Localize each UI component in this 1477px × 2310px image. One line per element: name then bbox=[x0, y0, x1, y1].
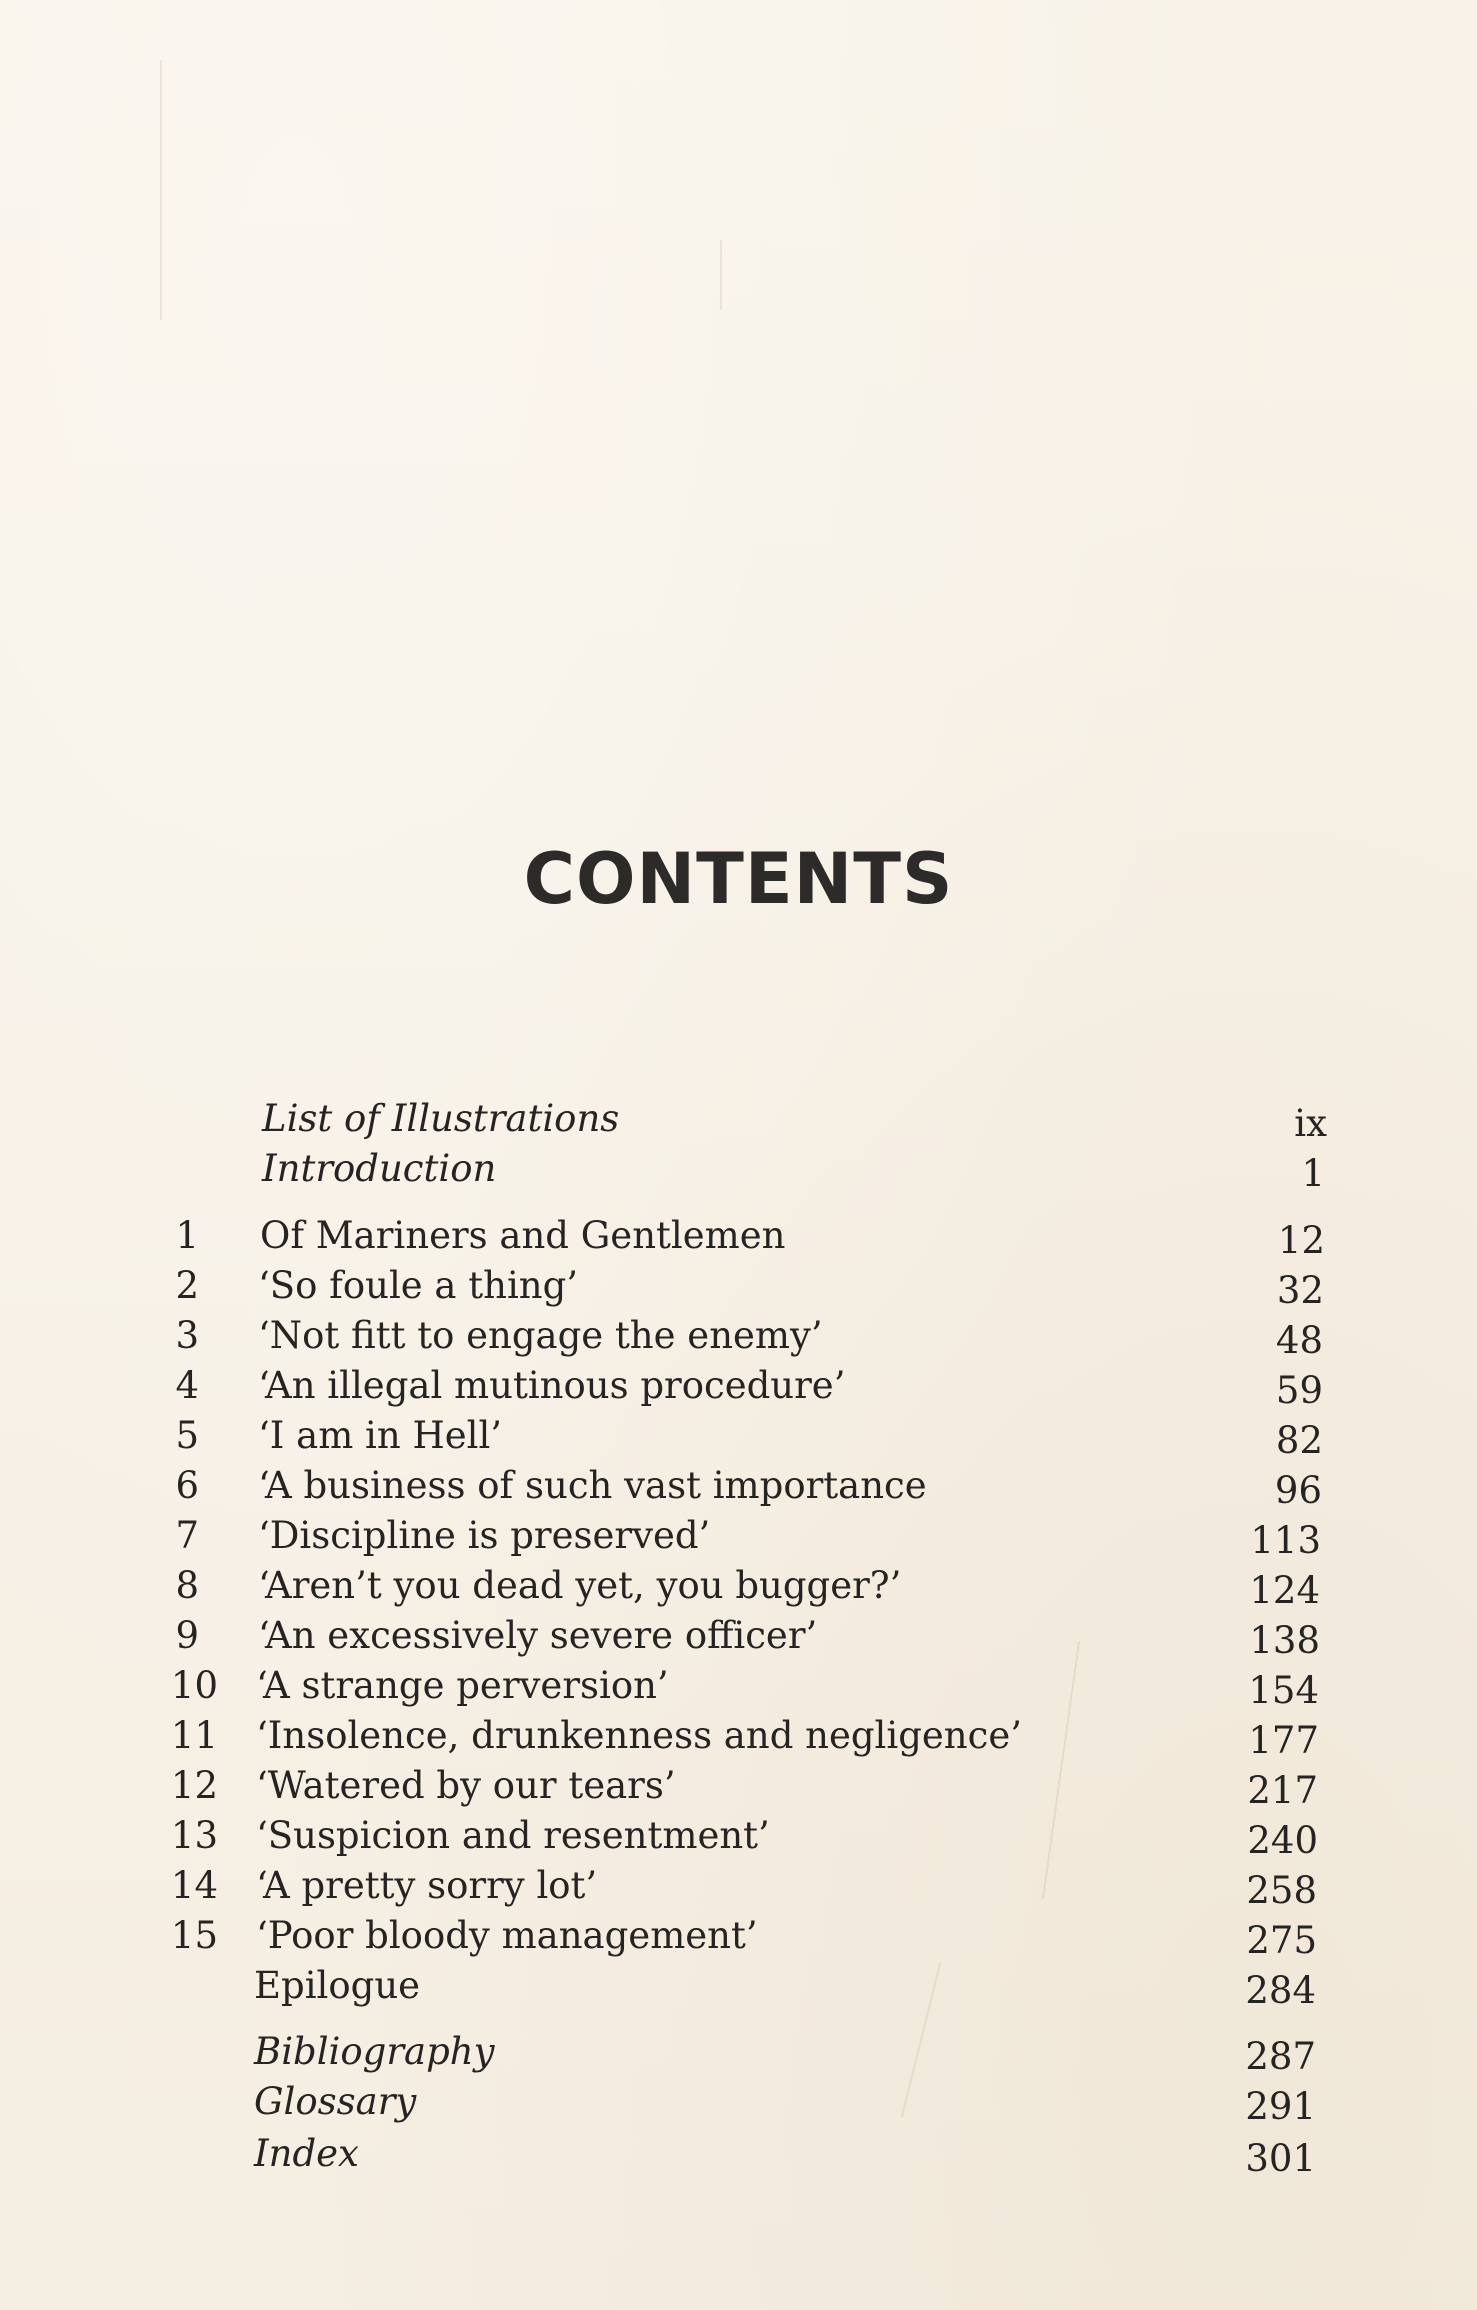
toc-entry-chapter[interactable] bbox=[0, 1611, 1477, 1661]
toc-entry-page: 113 bbox=[1250, 1519, 1321, 1562]
toc-entry-title: Epilogue bbox=[254, 1964, 421, 2007]
toc-entry-title: ‘A pretty sorry lot’ bbox=[256, 1864, 598, 1907]
chapter-number: 5 bbox=[175, 1414, 199, 1457]
toc-entry-page: 258 bbox=[1246, 1869, 1317, 1912]
toc-entry-page: 96 bbox=[1274, 1469, 1322, 1512]
toc-entry-chapter[interactable] bbox=[0, 1661, 1477, 1711]
chapter-number: 8 bbox=[175, 1564, 199, 1607]
toc-entry-title: ‘An excessively severe officer’ bbox=[258, 1614, 818, 1657]
toc-entry-page: 275 bbox=[1246, 1919, 1317, 1962]
chapter-number: 13 bbox=[170, 1814, 218, 1857]
toc-entry-chapter[interactable] bbox=[0, 1261, 1477, 1311]
toc-entry-chapter[interactable] bbox=[0, 1311, 1477, 1361]
toc-entry-chapter[interactable] bbox=[0, 1861, 1477, 1911]
toc-entry-title: ‘Suspicion and resentment’ bbox=[256, 1814, 770, 1857]
toc-entry-title: Bibliography bbox=[254, 2030, 495, 2073]
toc-entry-page: 240 bbox=[1247, 1819, 1318, 1862]
toc-entry-page: 1 bbox=[1301, 1152, 1325, 1195]
toc-entry-page: 59 bbox=[1275, 1369, 1323, 1412]
toc-entry-chapter[interactable] bbox=[0, 1761, 1477, 1811]
toc-entry-chapter[interactable] bbox=[0, 1211, 1477, 1261]
toc-entry-title: List of Illustrations bbox=[262, 1097, 620, 1140]
toc-entry-title: Index bbox=[254, 2132, 359, 2175]
toc-entry-title: Of Mariners and Gentlemen bbox=[260, 1214, 786, 1257]
toc-entry-title: ‘Not fitt to engage the enemy’ bbox=[258, 1314, 823, 1357]
toc-entry-chapter[interactable] bbox=[0, 1461, 1477, 1511]
chapter-number: 4 bbox=[175, 1364, 199, 1407]
toc-entry-chapter[interactable] bbox=[0, 1411, 1477, 1461]
chapter-number: 15 bbox=[170, 1914, 218, 1957]
toc-entry-title: ‘Watered by our tears’ bbox=[256, 1764, 676, 1807]
toc-entry-page: 284 bbox=[1245, 1969, 1316, 2012]
toc-entry-page: ix bbox=[1294, 1102, 1327, 1145]
toc-entry-title: ‘Discipline is preserved’ bbox=[258, 1514, 711, 1557]
toc-entry-page: 32 bbox=[1276, 1269, 1324, 1312]
toc-entry-page: 217 bbox=[1247, 1769, 1318, 1812]
toc-entry-page: 301 bbox=[1245, 2137, 1316, 2180]
toc-entry-page: 124 bbox=[1249, 1569, 1320, 1612]
toc-entry-title: ‘An illegal mutinous procedure’ bbox=[258, 1364, 846, 1407]
chapter-number: 12 bbox=[170, 1764, 218, 1807]
toc-entry-title: Glossary bbox=[254, 2080, 417, 2123]
toc-entry-list-of-illustrations[interactable] bbox=[0, 1094, 1477, 1144]
toc-entry-bibliography[interactable] bbox=[0, 2027, 1477, 2077]
toc-entry-introduction[interactable] bbox=[0, 1144, 1477, 1194]
toc-entry-page: 154 bbox=[1248, 1669, 1319, 1712]
chapter-number: 7 bbox=[175, 1514, 199, 1557]
page-title: CONTENTS bbox=[523, 838, 954, 920]
toc-entry-page: 287 bbox=[1245, 2035, 1316, 2078]
toc-entry-title: ‘Poor bloody management’ bbox=[256, 1914, 758, 1957]
toc-entry-chapter[interactable] bbox=[0, 1811, 1477, 1861]
chapter-number: 9 bbox=[175, 1614, 199, 1657]
toc-entry-chapter[interactable] bbox=[0, 1711, 1477, 1761]
chapter-number: 1 bbox=[175, 1214, 199, 1257]
toc-entry-title: ‘A strange perversion’ bbox=[256, 1664, 669, 1707]
toc-entry-chapter[interactable] bbox=[0, 1511, 1477, 1561]
toc-entry-title: ‘A business of such vast importance bbox=[258, 1464, 927, 1507]
toc-entry-page: 12 bbox=[1277, 1219, 1325, 1262]
chapter-number: 14 bbox=[170, 1864, 218, 1907]
toc-entry-glossary[interactable] bbox=[0, 2077, 1477, 2127]
toc-entry-title: ‘Insolence, drunkenness and negligence’ bbox=[256, 1714, 1023, 1757]
chapter-number: 11 bbox=[170, 1714, 218, 1757]
chapter-number: 6 bbox=[175, 1464, 199, 1507]
toc-entry-title: ‘I am in Hell’ bbox=[258, 1414, 503, 1457]
toc-entry-page: 82 bbox=[1275, 1419, 1323, 1462]
toc-entry-title: Introduction bbox=[262, 1147, 497, 1190]
toc-entry-title: ‘Aren’t you dead yet, you bugger?’ bbox=[258, 1564, 902, 1607]
chapter-number: 3 bbox=[175, 1314, 199, 1357]
toc-entry-page: 291 bbox=[1245, 2085, 1316, 2128]
toc-entry-index[interactable] bbox=[0, 2129, 1477, 2179]
toc-entry-chapter[interactable] bbox=[0, 1361, 1477, 1411]
toc-entry-chapter[interactable] bbox=[0, 1561, 1477, 1611]
toc-entry-page: 48 bbox=[1275, 1319, 1323, 1362]
chapter-number: 2 bbox=[175, 1264, 199, 1307]
chapter-number: 10 bbox=[170, 1664, 218, 1707]
toc-entry-epilogue[interactable] bbox=[0, 1961, 1477, 2011]
toc-entry-page: 138 bbox=[1249, 1619, 1320, 1662]
toc-entry-chapter[interactable] bbox=[0, 1911, 1477, 1961]
toc-entry-page: 177 bbox=[1248, 1719, 1319, 1762]
toc-entry-title: ‘So foule a thing’ bbox=[258, 1264, 579, 1307]
